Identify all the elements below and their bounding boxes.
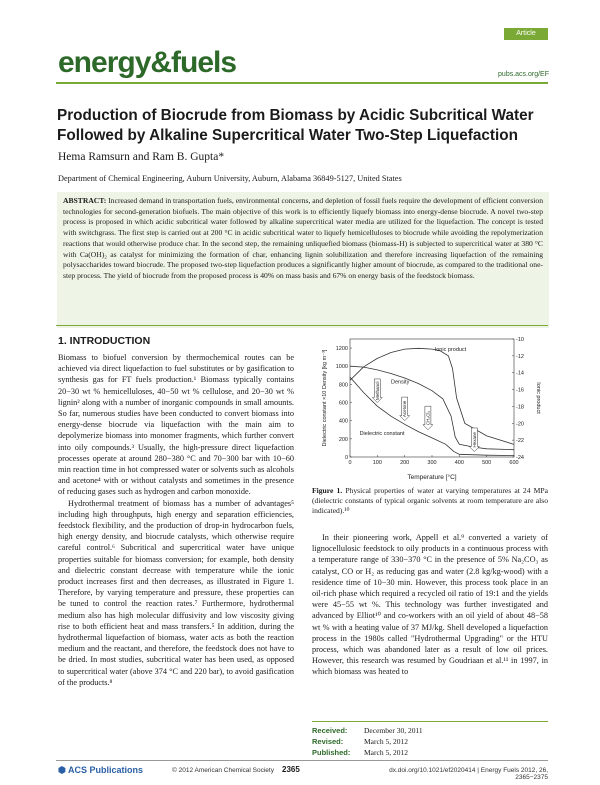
date-row-revised — [312, 736, 548, 747]
article-type-tag: Article — [504, 28, 548, 40]
x-tick-label: 500 — [482, 460, 492, 466]
header-divider — [56, 82, 548, 84]
publication-dates — [312, 721, 548, 758]
y-tick-label: 200 — [338, 436, 348, 443]
y2-tick-label: -14 — [516, 370, 524, 377]
acs-hex-icon: ⬢ — [58, 765, 66, 775]
x-axis-label: Temperature [°C] — [407, 474, 457, 481]
y-tick-label: 0 — [344, 455, 348, 461]
y2-tick-label: -12 — [516, 353, 524, 360]
page-number: 2365 — [282, 765, 300, 774]
y-tick-label: 400 — [338, 418, 348, 425]
y2-tick-label: -24 — [516, 455, 524, 461]
x-tick-label: 300 — [427, 460, 437, 466]
solvent-label: Hexane — [471, 431, 477, 448]
caption-text: Physical properties of water at varying temperatures at 24 MPa (dielectric constants of typical organic solvents at room temperature are also indicated).¹⁰ — [312, 486, 548, 515]
journal-logo[interactable] — [58, 48, 236, 78]
abstract-label: ABSTRACT: — [63, 196, 107, 205]
abstract-box — [57, 192, 549, 328]
x-tick-label: 100 — [372, 460, 382, 466]
author-list[interactable]: Hema Ramsurn and Ram B. Gupta* — [58, 151, 225, 163]
journal-logo-text: energy&fuels — [58, 46, 237, 79]
section-heading-introduction: 1. INTRODUCTION — [58, 335, 151, 347]
copyright-notice: © 2012 American Chemical Society — [172, 767, 274, 774]
solvent-label: CH₂Cl₂ — [425, 410, 431, 426]
date-label: Received: — [312, 726, 348, 735]
date-value: March 5, 2012 — [364, 737, 408, 746]
y-tick-label: 1200 — [335, 346, 348, 353]
y2-tick-label: -20 — [516, 421, 524, 428]
caption-label: Figure 1. — [312, 486, 343, 495]
date-value: March 5, 2012 — [364, 748, 408, 757]
y2-tick-label: -18 — [516, 404, 524, 411]
annotation-density: Density — [391, 379, 410, 386]
journal-url-link[interactable]: pubs.acs.org/EF — [498, 71, 549, 78]
x-tick-label: 200 — [400, 460, 410, 466]
date-row-published — [312, 747, 548, 758]
abstract-text: Increased demand in transportation fuels, environmental concerns, and depletion of fossil fuels require the development of efficient conversion technologies for second-generation biofuels. The main objective of this work is to efficiently liquefy biomass into energy-dense biocrude. A novel two-step process is proposed in which acidic subcritical water followed by alkaline supercritical water media are utilized for the liquefaction. The concept is tested with switchgrass. The first step is carried out at 200 °C in acidic subcritical water to liquefy hemicelluloses to biocrude while avoiding the repolymerization reactions that would otherwise produce char. In the second step, the remaining unliquefied biomass (biomass-H) is subjected to supercritical water at 380 °C with Ca(OH)₂ as catalyst for minimizing the formation of char, enhancing lignin solubilization and therefore increasing liquefaction of the remaining polysaccharides toward biocrude. The proposed two-step liquefaction produces a significantly higher amount of biocrude, as compared to the traditional one-step process. The yield of biocrude from the proposed process is 40% on mass basis and 67% on energy basis of the feedstock biomass. — [63, 196, 543, 280]
left-column-text — [58, 352, 294, 688]
publisher-name: ACS Publications — [68, 765, 144, 775]
paragraph: Biomass to biofuel conversion by thermochemical routes can be achieved via direct liquefaction to fuel substitutes or by gasification to synthesis gas for FT fuels production.¹ Biomass typically contains 20−30 wt % hemicelluloses, 40−50 wt % cellulose, and 20−30 wt % lignin² along with a number of inorganic compounds in small amounts. So far, numerous studies have been conducted to convert biomass into energy-dense biocrude via liquefaction with the main aim to depolymerize biomass into monomer fragments, which further convert into oily compounds.³ Usually, the high-pressure direct liquefaction processes operate at around 280−380 °C and 70−300 bar with 10−60 min reaction time in hot compressed water or solvents such as alcohols and acetone⁴ with or without catalysts and sometimes in the presence of reducing gases such as hydrogen and carbon monoxide. — [58, 353, 294, 497]
date-label: Published: — [312, 748, 351, 757]
publisher-logo[interactable] — [58, 765, 143, 776]
x-tick-label: 0 — [348, 460, 352, 466]
y2-tick-label: -16 — [516, 387, 524, 394]
y-axis-label: Dielectric constant ×10 Density [kg m⁻³] — [322, 349, 328, 447]
footer-divider — [56, 760, 548, 761]
affiliation: Department of Chemical Engineering, Auburn University, Auburn, Alabama 36849-5127, United States — [58, 174, 402, 183]
y2-axis-label: Ionic product — [535, 382, 541, 414]
figure-1-chart — [320, 333, 542, 483]
article-title: Production of Biocrude from Biomass by Acidic Subcritical Water Followed by Alkaline Supercritical Water Two-Step Liquefaction — [57, 107, 534, 144]
x-tick-label: 600 — [509, 460, 519, 466]
y-tick-label: 1000 — [335, 364, 348, 371]
paragraph: Hydrothermal treatment of biomass has a number of advantages⁵ including high throughputs, high energy and separation efficiencies, feedstock flexibility, and the production of drop-in hydrocarbon fuels, high energy density, and biocrude catalysts, which otherwise require careful control.⁶ Subcritical and supercritical water have unique properties suitable for biomass conversion; for example, both density and dielectric constant decrease with temperature while the ionic product increases first and then decreases, as illustrated in Figure 1. Therefore, by varying temperature and pressure, these properties can be tuned to control the reaction rates.⁷ Furthermore, hydrothermal medium also has high molecular diffusivity and low viscosity giving rise to both efficient heat and mass transfers.⁵ In addition, during the hydrothermal liquefaction of biomass, water acts as both the reaction medium and the reactant, and therefore, the feedstock does not have to be dried. In most studies, subcritical water has been used, as opposed to supercritical water (above 374 °C and 220 bar), to avoid gasification of the products.⁸ — [58, 498, 294, 687]
y2-tick-label: -22 — [516, 438, 524, 445]
y-tick-label: 600 — [338, 400, 348, 407]
figure-1-caption — [312, 486, 548, 516]
y2-tick-label: -10 — [516, 337, 524, 343]
date-label: Revised: — [312, 737, 344, 746]
paragraph: In their pioneering work, Appell et al.⁹ converted a variety of lignocellulosic feedstock to oily products in a continuous process with a temperature range of 330−370 °C in the presence of 5% Na₂CO₃ as catalyst, CO or H₂ as reducing gas and water (2.8 kg/kg-wood) with a residence time of 10−30 min. However, this process took place in an oil-rich phase which required a recycled oil ratio of 19:1 and the yields were 45−55 wt %. This technology was further investigated and advanced by Elliot¹⁰ and co-workers with an oil yield of about 48−58 wt % with a heating value of 37 MJ/kg. Shell developed a liquefaction process in the 1980s called "Hydrothermal Upgrading" or the HTU process, which was abandoned later as a result of low oil prices. However, this research was resumed by Goudriaan et al.¹¹ in 1997, in which biomass was heated to — [312, 533, 548, 677]
annotation-ionic-product: Ionic product — [434, 347, 467, 354]
date-value: December 30, 2011 — [364, 726, 423, 735]
solvent-label: Acetone — [402, 400, 408, 418]
solvent-label: Methanol — [374, 381, 380, 400]
doi-citation[interactable]: dx.doi.org/10.1021/ef2020414 | Energy Fuels 2012, 26, 2365−2375 — [389, 767, 548, 781]
right-column-text — [312, 532, 548, 678]
y-tick-label: 800 — [338, 382, 348, 389]
date-row-received — [312, 725, 548, 736]
annotation-dielectric-constant: Dielectric constant — [359, 431, 405, 438]
abstract-divider — [56, 325, 548, 326]
x-tick-label: 400 — [454, 460, 464, 466]
